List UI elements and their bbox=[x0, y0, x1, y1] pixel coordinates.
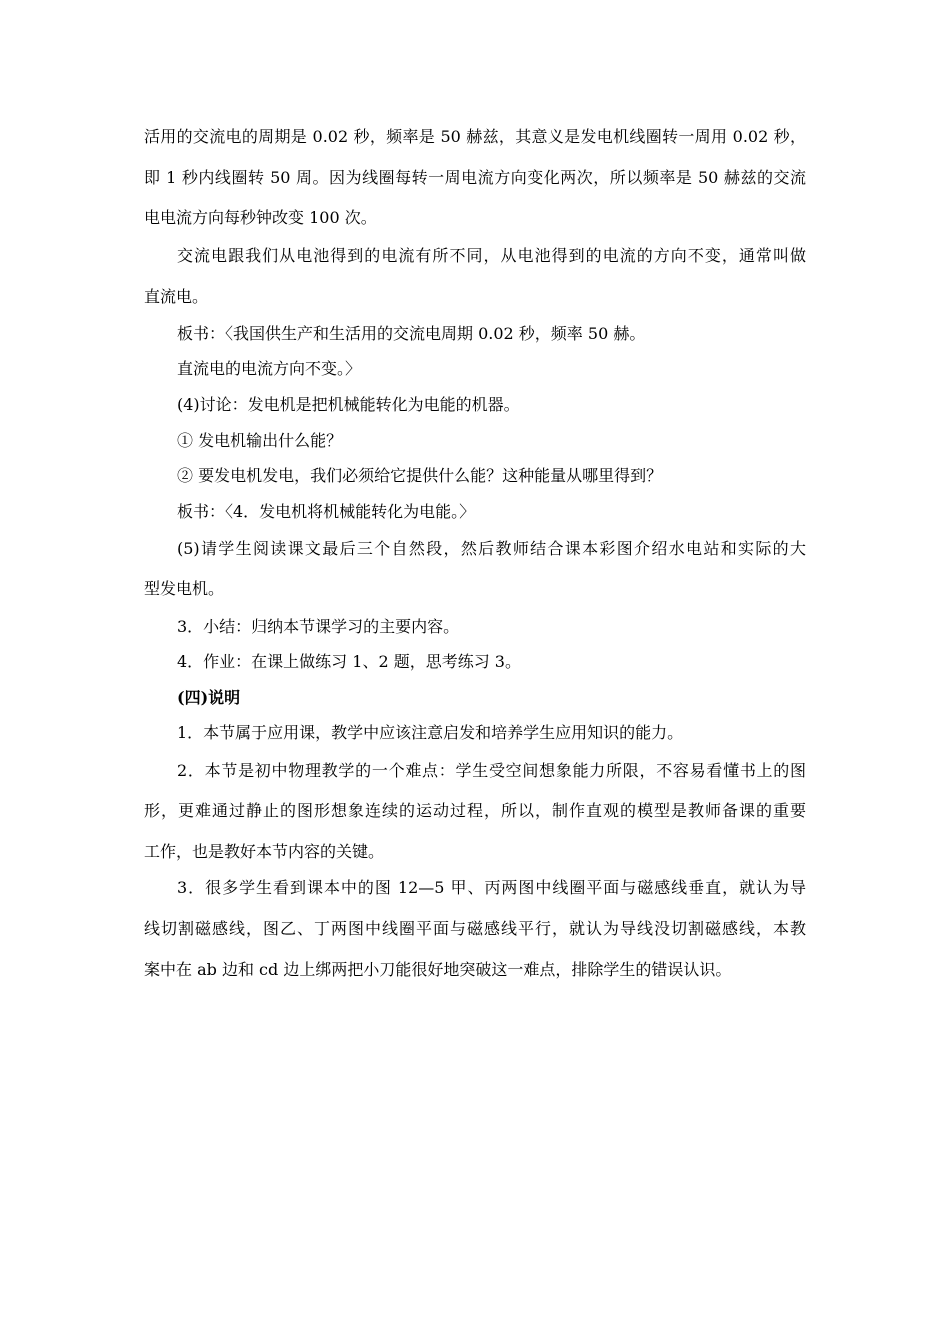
text-line: 线切割磁感线，图乙、丁两图中线圈平面与磁感线平行，就认为导线没切割磁感线，本教 bbox=[144, 919, 806, 938]
text-line: 直流电。 bbox=[144, 287, 209, 306]
text-line: 板书：〈4．发电机将机械能转化为电能。〉 bbox=[177, 502, 476, 521]
text-line: 3．很多学生看到课本中的图 12—5 甲、丙两图中线圈平面与磁感线垂直，就认为导 bbox=[177, 878, 806, 897]
text-line: 交流电跟我们从电池得到的电流有所不同，从电池得到的电流的方向不变，通常叫做 bbox=[177, 246, 806, 265]
text-line: (5)请学生阅读课文最后三个自然段，然后教师结合课本彩图介绍水电站和实际的大 bbox=[177, 539, 806, 558]
text-line: ① 发电机输出什么能？ bbox=[177, 431, 343, 450]
text-line: 2．本节是初中物理教学的一个难点：学生受空间想象能力所限，不容易看懂书上的图 bbox=[177, 761, 806, 780]
text-line: 即 1 秒内线圈转 50 周。因为线圈每转一周电流方向变化两次，所以频率是 50 赫兹的交流 bbox=[144, 168, 806, 187]
text-line: 3．小结：归纳本节课学习的主要内容。 bbox=[177, 617, 460, 636]
text-line: 直流电的电流方向不变。〉 bbox=[177, 359, 362, 378]
section-heading: (四)说明 bbox=[177, 688, 241, 707]
text-line: 案中在 ab 边和 cd 边上绑两把小刀能很好地突破这一难点，排除学生的错误认识。 bbox=[144, 960, 732, 979]
text-line: (4)讨论：发电机是把机械能转化为电能的机器。 bbox=[177, 395, 520, 414]
text-line: 4．作业：在课上做练习 1、2 题，思考练习 3。 bbox=[177, 652, 521, 671]
text-line: ② 要发电机发电，我们必须给它提供什么能？这种能量从哪里得到？ bbox=[177, 466, 663, 485]
text-line: 板书：〈我国供生产和生活用的交流电周期 0.02 秒，频率 50 赫。 bbox=[177, 324, 646, 343]
text-line: 1．本节属于应用课，教学中应该注意启发和培养学生应用知识的能力。 bbox=[177, 723, 684, 742]
text-line: 形，更难通过静止的图形想象连续的运动过程，所以，制作直观的模型是教师备课的重要 bbox=[144, 801, 806, 820]
text-line: 型发电机。 bbox=[144, 579, 225, 598]
text-line: 活用的交流电的周期是 0.02 秒，频率是 50 赫兹，其意义是发电机线圈转一周用 0.02 秒， bbox=[144, 127, 806, 146]
text-line: 工作，也是教好本节内容的关键。 bbox=[144, 842, 385, 861]
text-line: 电电流方向每秒钟改变 100 次。 bbox=[144, 208, 377, 227]
